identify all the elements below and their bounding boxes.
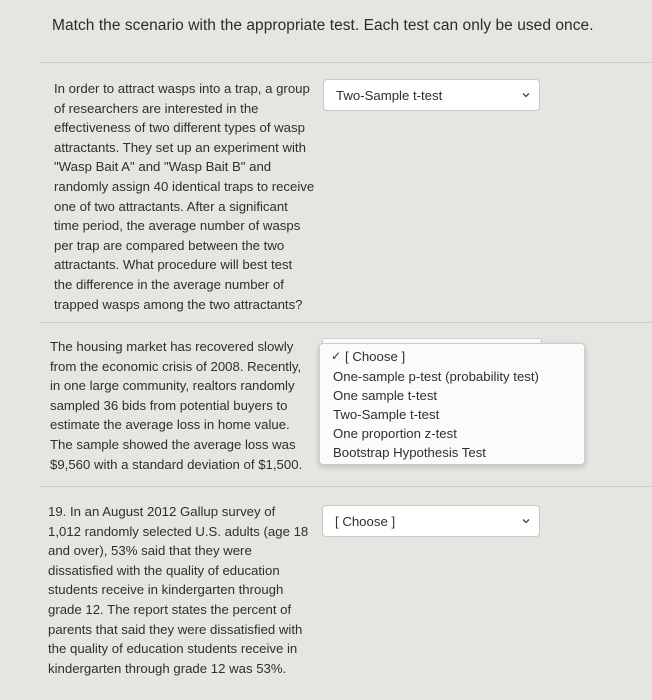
dropdown-option-choose[interactable] [333, 349, 405, 364]
question-1-select[interactable] [323, 79, 540, 111]
question-3-selected-value: [ Choose ] [335, 514, 396, 529]
question-1-text: In order to attract wasps into a trap, a group of researchers are interested in the effectiveness of two different types of wasp attractants. They set up an experiment with "Wasp Bait A" and "Wasp Bait B" and randomly assign 40 identical traps to receive one of two attractants. After a significant time period, the average number of wasps per trap are compared between the two attractants. What procedure will best test the difference in the average number of trapped wasps among the two attractants? [54, 81, 315, 312]
chevron-down-icon [521, 516, 531, 526]
question-3-select[interactable] [322, 505, 540, 537]
dropdown-option-label: [ Choose ] [345, 349, 406, 364]
page-title: Match the scenario with the appropriate test. Each test can only be used once. [52, 17, 594, 34]
chevron-down-icon [521, 90, 531, 100]
check-icon: ✓ [331, 349, 342, 363]
question-3-text: 19. In an August 2012 Gallup survey of 1,012 randomly selected U.S. adults (age 18 and over), 53% said that they were dissatisfied with the quality of education students receive in kindergarten through grade 12. The report states the percent of parents that said they were dissatisfied with the quality of education students receive in kindergarten through grade 12 was 53%. [48, 504, 309, 676]
divider [40, 486, 652, 487]
dropdown-option-one-sample-t-test[interactable]: One sample t-test [333, 388, 438, 403]
divider [40, 322, 652, 323]
dropdown-option-bootstrap-hypothesis-test[interactable]: Bootstrap Hypothesis Test [333, 445, 486, 460]
question-2-dropdown-menu [319, 343, 585, 465]
divider [40, 62, 652, 63]
dropdown-option-two-sample-t-test[interactable]: Two-Sample t-test [333, 407, 440, 422]
dropdown-option-one-proportion-z-test[interactable]: One proportion z-test [333, 426, 457, 441]
dropdown-option-one-sample-p-test[interactable]: One-sample p-test (probability test) [333, 369, 539, 384]
question-1-selected-value: Two-Sample t-test [336, 88, 443, 103]
question-2-text: The housing market has recovered slowly from the economic crisis of 2008. Recently, in one large community, realtors randomly sampled 36 bids from potential buyers to estimate the average loss in home value. The sample showed the average loss was $9,560 with a standard deviation of $1,500. [50, 339, 303, 472]
